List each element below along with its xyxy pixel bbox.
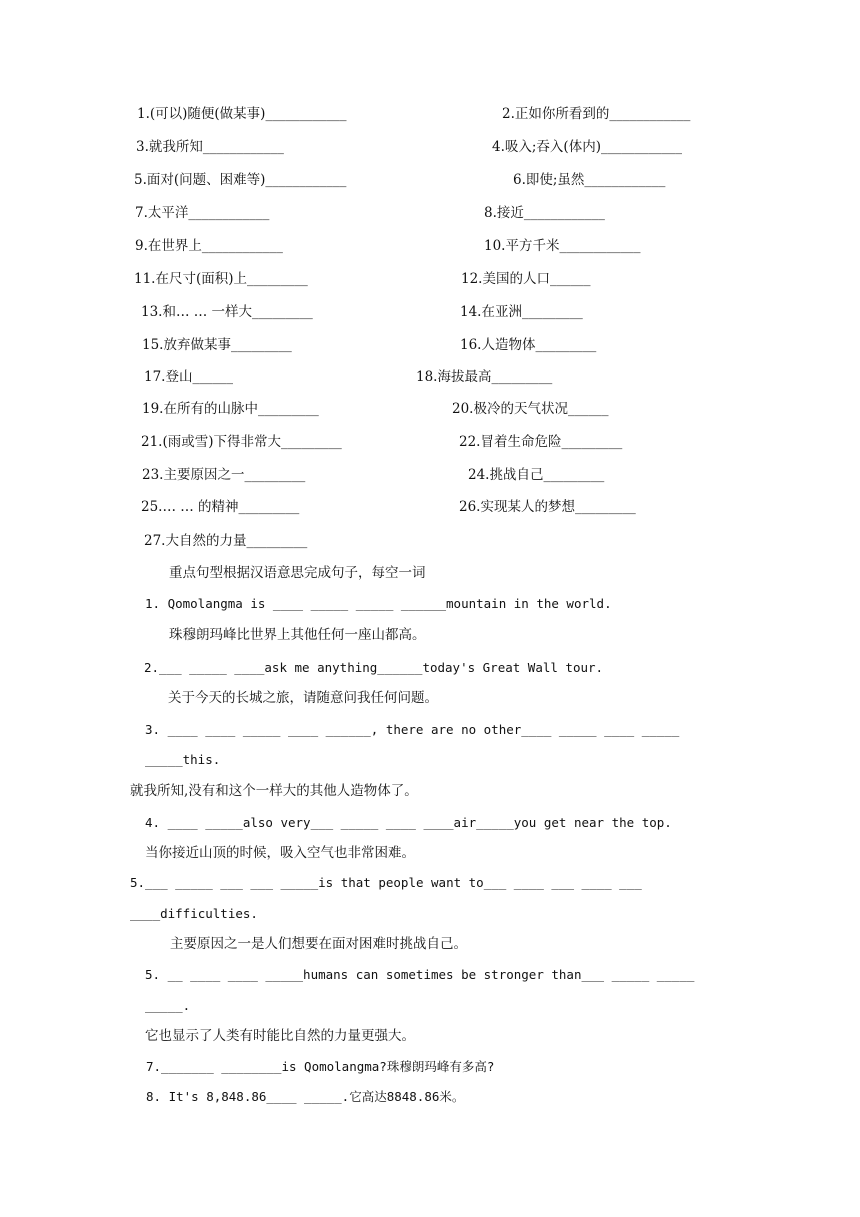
phrase-14: 14.在亚洲_________ [460, 304, 583, 320]
sentence-1-english: 1. Qomolangma is ____ _____ _____ ______mountain in the world. [145, 596, 612, 611]
sentence-3-english-line1: 3. ____ ____ _____ ____ ______, there are no other____ _____ ____ _____ [145, 722, 680, 737]
phrase-13: 13.和… … 一样大_________ [141, 304, 313, 320]
phrase-16: 16.人造物体_________ [460, 337, 597, 353]
sentence-8: 8. It's 8,848.86____ _____.它高达8848.86米。 [146, 1089, 465, 1104]
phrase-23: 23.主要原因之一_________ [142, 467, 306, 483]
section-title: 重点句型根据汉语意思完成句子，每空一词 [169, 565, 426, 581]
phrase-19: 19.在所有的山脉中_________ [142, 401, 319, 417]
phrase-18: 18.海拔最高_________ [416, 369, 553, 385]
phrase-22: 22.冒着生命危险_________ [459, 434, 623, 450]
phrase-17: 17.登山______ [144, 369, 233, 385]
phrase-25: 25.… … 的精神_________ [141, 499, 300, 515]
phrase-20: 20.极冷的天气状况______ [452, 401, 609, 417]
phrase-15: 15.放弃做某事_________ [142, 337, 292, 353]
phrase-2: 2.正如你所看到的____________ [502, 106, 691, 122]
phrase-27: 27.大自然的力量_________ [144, 533, 308, 549]
sentence-4-english: 4. ____ _____also very___ _____ ____ ____air_____you get near the top. [145, 815, 672, 830]
phrase-10: 10.平方千米____________ [484, 238, 641, 254]
sentence-3-english-line2: _____this. [145, 752, 221, 767]
sentence-2-chinese: 关于今天的长城之旅，请随意问我任何问题。 [168, 690, 438, 706]
sentence-2-english: 2.___ _____ ____ask me anything______today's Great Wall tour. [144, 660, 604, 675]
phrase-7: 7.太平洋____________ [135, 205, 270, 221]
sentence-6-chinese: 它也显示了人类有时能比自然的力量更强大。 [145, 1028, 415, 1044]
sentence-6-english-line1: 5. __ ____ ____ _____humans can sometimes be stronger than___ _____ _____ [145, 967, 695, 982]
phrase-24: 24.挑战自己_________ [468, 467, 605, 483]
phrase-6: 6.即使;虽然____________ [513, 172, 666, 188]
sentence-7: 7._______ ________is Qomolangma?珠穆朗玛峰有多高? [146, 1059, 495, 1074]
sentence-6-english-line2: _____. [145, 998, 191, 1013]
sentence-1-chinese: 珠穆朗玛峰比世界上其他任何一座山都高。 [169, 627, 426, 643]
phrase-3: 3.就我所知____________ [136, 139, 284, 155]
sentence-5-english-line1: 5.___ _____ ___ ___ _____is that people want to___ ____ ___ ____ ___ [130, 875, 642, 890]
phrase-1: 1.(可以)随便(做某事)____________ [137, 106, 347, 122]
phrase-9: 9.在世界上____________ [135, 238, 283, 254]
sentence-5-chinese: 主要原因之一是人们想要在面对困难时挑战自己。 [170, 936, 467, 952]
sentence-4-chinese: 当你接近山顶的时候，吸入空气也非常困难。 [145, 845, 415, 861]
phrase-4: 4.吸入;吞入(体内)____________ [492, 139, 682, 155]
phrase-26: 26.实现某人的梦想_________ [459, 499, 636, 515]
phrase-8: 8.接近____________ [484, 205, 605, 221]
sentence-5-english-line2: ____difficulties. [130, 906, 258, 921]
phrase-5: 5.面对(问题、困难等)____________ [134, 172, 347, 188]
phrase-12: 12.美国的人口______ [461, 271, 591, 287]
sentence-3-chinese: 就我所知,没有和这个一样大的其他人造物体了。 [130, 783, 418, 799]
phrase-11: 11.在尺寸(面积)上_________ [134, 271, 308, 287]
phrase-21: 21.(雨或雪)下得非常大_________ [141, 434, 342, 450]
